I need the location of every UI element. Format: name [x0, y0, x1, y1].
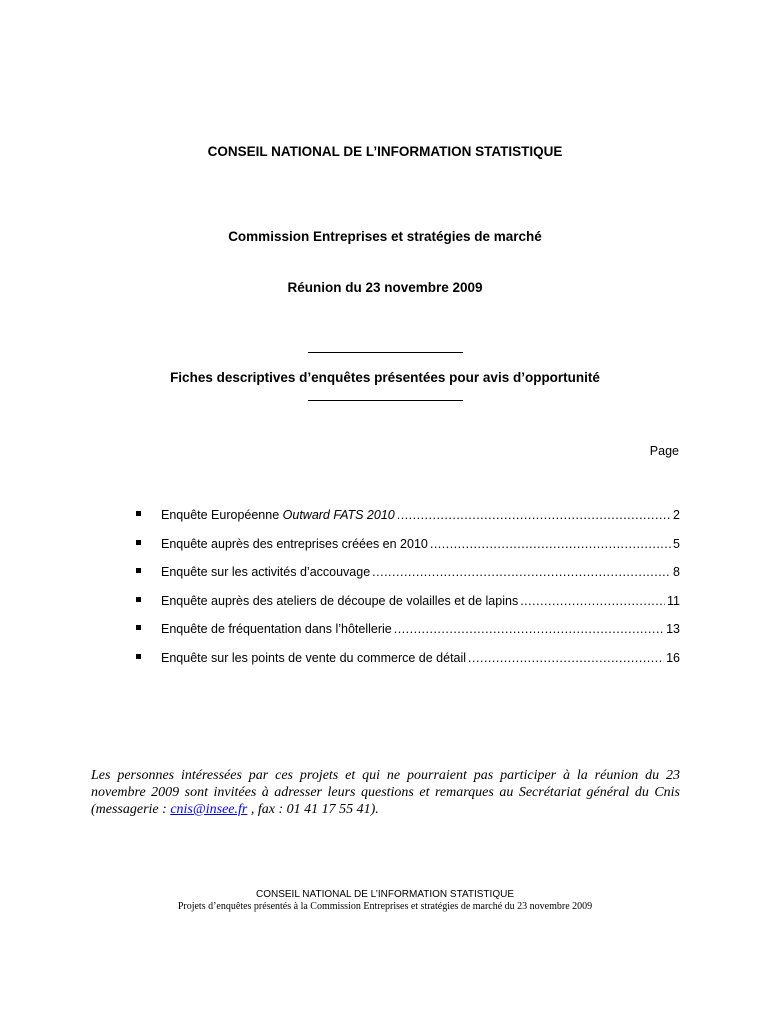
- table-of-contents: [136, 507, 680, 679]
- bullet-icon: [136, 625, 141, 630]
- bullet-icon: [136, 597, 141, 602]
- toc-entry-title: Enquête Européenne Outward FATS 2010: [161, 508, 395, 522]
- contact-note: Les personnes intéressées par ces projets et qui ne pourraient pas participer à la réunion du 23 novembre 2009 sont invitées à adresser leurs questions et remarques au Secrétariat général du Cnis (messagerie : cnis@insee.fr , fax : 01 41 17 55 41).: [91, 768, 680, 817]
- toc-entry-title: Enquête auprès des entreprises créées en 2010: [161, 536, 428, 551]
- footer-description: Projets d’enquêtes présentés à la Commission Entreprises et stratégies de marché du 23 novembre 2009: [177, 901, 593, 912]
- toc-entry[interactable]: [136, 564, 680, 593]
- toc-leader-dots: [430, 536, 671, 552]
- toc-entry-title: Enquête de fréquentation dans l’hôtellerie: [161, 622, 392, 637]
- page-column-label: Page: [649, 444, 679, 458]
- toc-leader-dots: [520, 593, 665, 609]
- organization-title: CONSEIL NATIONAL DE L’INFORMATION STATISTIQUE: [207, 144, 563, 159]
- toc-leader-dots: [468, 650, 664, 666]
- bullet-icon: [136, 654, 141, 659]
- toc-entry[interactable]: [136, 507, 680, 536]
- toc-entry[interactable]: [136, 593, 680, 622]
- toc-entry-page: 13: [666, 622, 680, 637]
- toc-entry[interactable]: [136, 650, 680, 679]
- toc-entry[interactable]: [136, 621, 680, 650]
- bullet-icon: [136, 540, 141, 545]
- bullet-icon: [136, 511, 141, 516]
- bullet-icon: [136, 568, 141, 573]
- divider-top: [308, 352, 463, 353]
- toc-entry[interactable]: [136, 536, 680, 565]
- toc-leader-dots: [372, 564, 671, 580]
- meeting-date: Réunion du 23 novembre 2009: [287, 280, 483, 295]
- toc-entry-page: 11: [667, 593, 680, 608]
- toc-entry-page: 5: [673, 536, 680, 551]
- toc-entry-title: Enquête auprès des ateliers de découpe de volailles et de lapins: [161, 593, 519, 608]
- toc-entry-page: 8: [673, 565, 680, 580]
- commission-title: Commission Entreprises et stratégies de marché: [228, 229, 542, 244]
- toc-leader-dots: [394, 621, 664, 637]
- toc-entry-title: Enquête sur les points de vente du commerce de détail: [161, 650, 467, 665]
- toc-entry-page: 16: [666, 650, 680, 665]
- email-link[interactable]: cnis@insee.fr: [170, 802, 248, 817]
- section-title: Fiches descriptives d’enquêtes présentées pour avis d’opportunité: [170, 370, 600, 385]
- footer-organization: CONSEIL NATIONAL DE L’INFORMATION STATISTIQUE: [256, 889, 514, 900]
- toc-leader-dots: [397, 507, 671, 523]
- toc-entry-page: 2: [673, 508, 680, 522]
- divider-bottom: [308, 400, 463, 401]
- toc-entry-title: Enquête sur les activités d’accouvage: [161, 565, 371, 580]
